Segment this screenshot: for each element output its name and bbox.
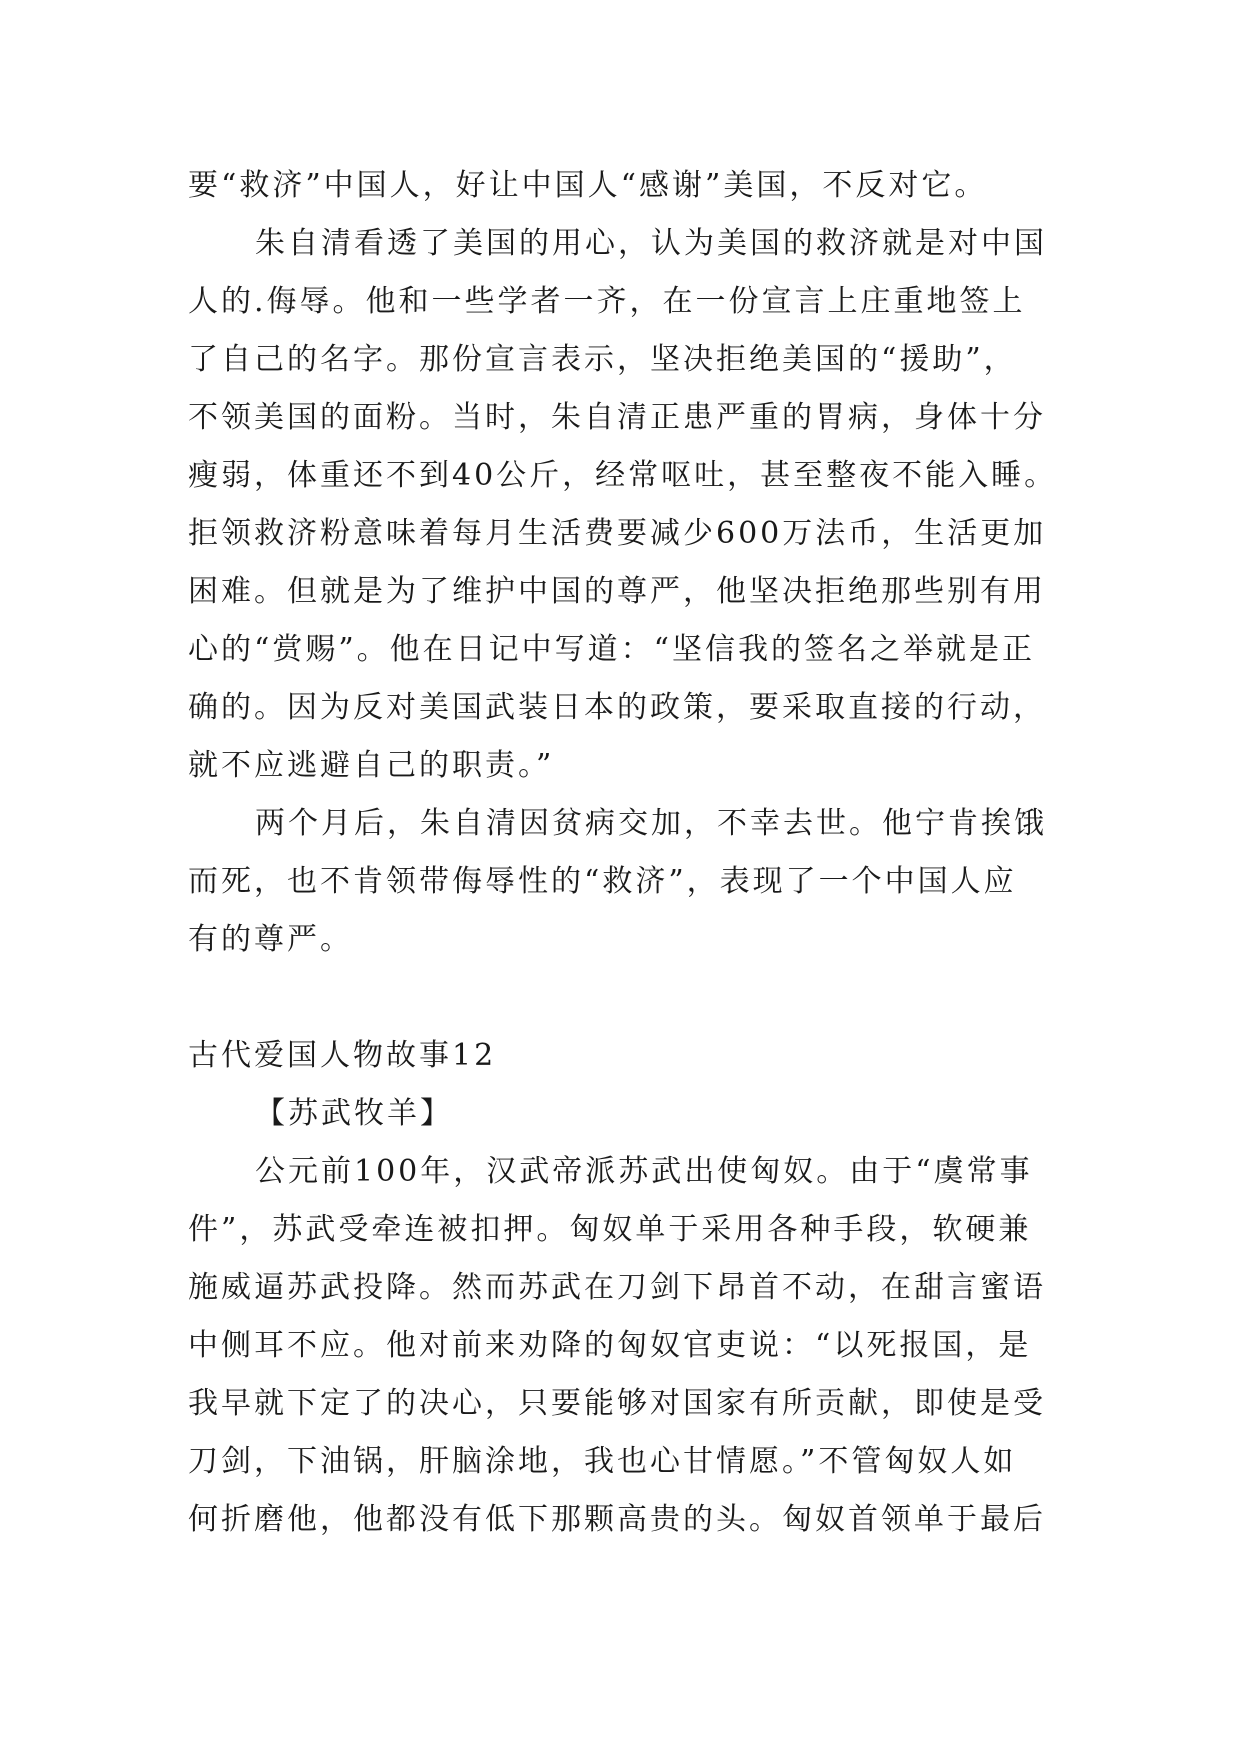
text-line: 件”，苏武受牵连被扣押。匈奴单于采用各种手段，软硬兼 (188, 1212, 1032, 1247)
text-line: 有的尊严。 (188, 922, 353, 957)
text-line: 要“救济”中国人，好让中国人“感谢”美国，不反对它。 (188, 168, 988, 203)
text-line: 困难。但就是为了维护中国的尊严，他坚决拒绝那些别有用 (188, 574, 1046, 609)
text-line: 施威逼苏武投降。然而苏武在刀剑下昂首不动，在甜言蜜语 (188, 1270, 1046, 1305)
text-line: 何折磨他，他都没有低下那颗高贵的头。匈奴首领单于最后 (188, 1502, 1046, 1537)
section-heading: 古代爱国人物故事12 (188, 1038, 497, 1073)
story-title: 【苏武牧羊】 (255, 1096, 453, 1131)
text-line: 瘦弱，体重还不到40公斤，经常呕吐，甚至整夜不能入睡。 (188, 458, 1058, 493)
text-line: 了自己的名字。那份宣言表示，坚决拒绝美国的“援助”， (188, 342, 1017, 377)
paragraph-start: 公元前100年，汉武帝派苏武出使匈奴。由于“虞常事 (255, 1154, 1033, 1189)
paragraph-start: 朱自清看透了美国的用心，认为美国的救济就是对中国 (255, 226, 1047, 261)
paragraph-start: 两个月后，朱自清因贫病交加，不幸去世。他宁肯挨饿 (255, 806, 1047, 841)
text-line: 就不应逃避自己的职责。” (188, 748, 555, 783)
text-line: 中侧耳不应。他对前来劝降的匈奴官吏说：“以死报国，是 (188, 1328, 1032, 1363)
text-line: 确的。因为反对美国武装日本的政策，要采取直接的行动， (188, 690, 1046, 725)
text-line: 拒领救济粉意味着每月生活费要减少600万法币，生活更加 (188, 516, 1047, 551)
text-line: 心的“赏赐”。他在日记中写道：“坚信我的签名之举就是正 (188, 632, 1036, 667)
text-line: 我早就下定了的决心，只要能够对国家有所贡献，即使是受 (188, 1386, 1046, 1421)
text-line: 不领美国的面粉。当时，朱自清正患严重的胃病，身体十分 (188, 400, 1046, 435)
text-line: 而死，也不肯领带侮辱性的“救济”，表现了一个中国人应 (188, 864, 1017, 899)
text-line: 刀剑，下油锅，肝脑涂地，我也心甘情愿。”不管匈奴人如 (188, 1444, 1017, 1479)
text-line: 人的.侮辱。他和一些学者一齐，在一份宣言上庄重地签上 (188, 284, 1026, 319)
